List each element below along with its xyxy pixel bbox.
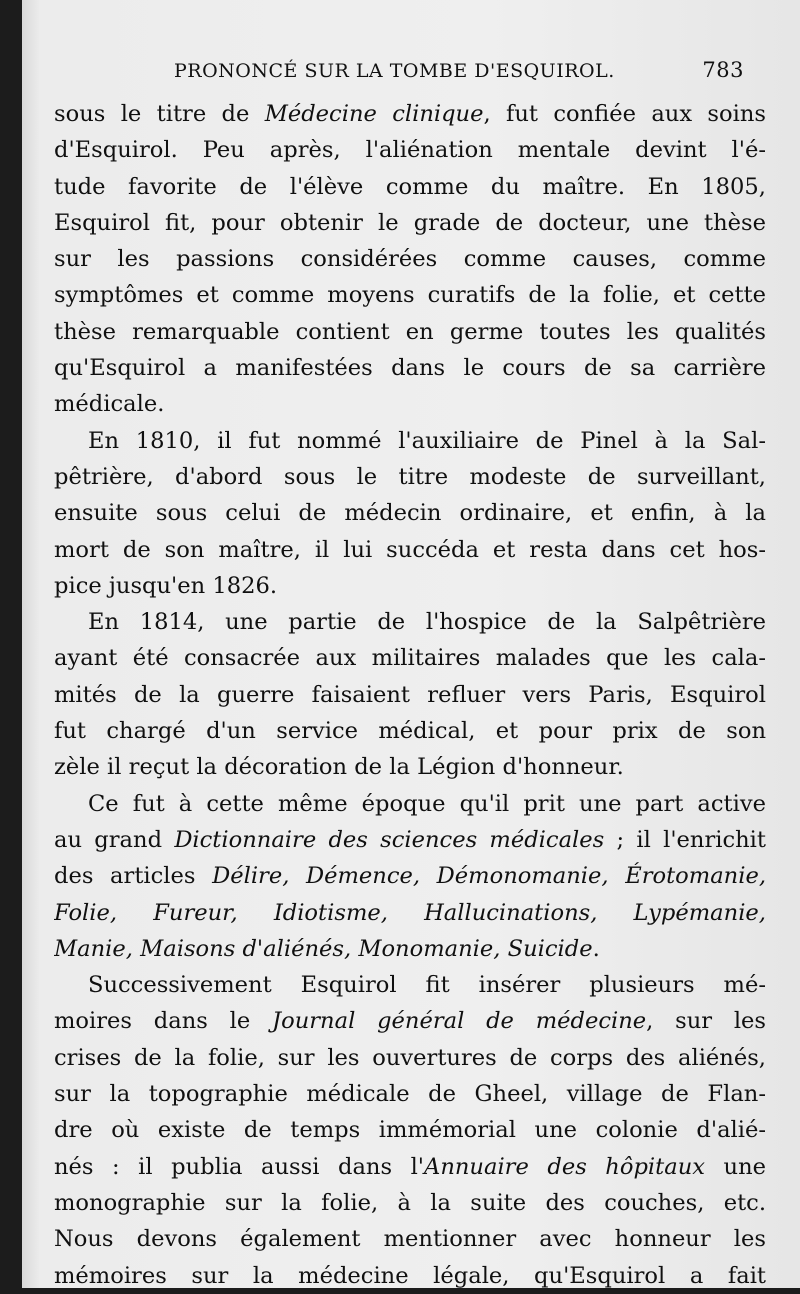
- text-run: sur la topographie médicale de Gheel, village de Flan-: [54, 1081, 766, 1108]
- text-line: [54, 96, 766, 132]
- text-line: [54, 350, 766, 386]
- running-title: PRONONCÉ SUR LA TOMBE D'ESQUIROL.: [174, 60, 615, 82]
- text-line: [54, 532, 766, 568]
- text-run: symptômes et comme moyens curatifs de la folie, et cette: [54, 282, 766, 309]
- text-line: [54, 1221, 766, 1257]
- text-run: monographie sur la folie, à la suite des couches, etc.: [54, 1189, 766, 1216]
- text-line: [54, 568, 766, 604]
- italic-title: Médecine clinique: [264, 101, 484, 127]
- text-line: [54, 423, 766, 459]
- italic-title: Folie, Fureur, Idiotisme, Hallucinations, Lypémanie,: [54, 899, 766, 926]
- text-run: une: [705, 1153, 766, 1180]
- text-run: sous le titre de: [54, 101, 265, 127]
- text-line: [54, 1258, 766, 1294]
- text-run: d'Esquirol. Peu après, l'aliénation mentale devint l'é-: [54, 137, 766, 164]
- text-run: ; il l'enrichit: [604, 826, 766, 853]
- text-line: [54, 786, 766, 822]
- text-run: moires dans le: [54, 1008, 273, 1035]
- text-line: [54, 241, 766, 277]
- body-text: [54, 96, 766, 1294]
- text-line: [54, 677, 766, 713]
- text-line: [54, 749, 766, 785]
- text-run: , fut confiée aux soins: [483, 101, 766, 127]
- text-run: fut chargé d'un service médical, et pour prix de son: [54, 718, 766, 745]
- text-line: [54, 604, 766, 640]
- text-run: qu'Esquirol a manifestées dans le cours de sa carrière: [54, 355, 766, 382]
- text-run: Esquirol fit, pour obtenir le grade de docteur, une thèse: [54, 209, 766, 236]
- text-line: [54, 205, 766, 241]
- text-line: [54, 314, 766, 350]
- text-run: pice jusqu'en 1826.: [54, 572, 278, 599]
- italic-title: Dictionnaire des sciences médicales: [174, 826, 605, 853]
- text-line: [54, 640, 766, 676]
- text-line: [54, 931, 766, 967]
- text-run: ayant été consacrée aux militaires malades que les cala-: [54, 645, 766, 672]
- text-line: [54, 1040, 766, 1076]
- text-run: sur les passions considérées comme causes, comme: [54, 246, 766, 273]
- book-page: [22, 0, 800, 1288]
- text-run: zèle il reçut la décoration de la Légion d'honneur.: [54, 754, 624, 781]
- text-run: tude favorite de l'élève comme du maître. En 1805,: [54, 173, 766, 200]
- text-line: [54, 495, 766, 531]
- running-header: [174, 60, 744, 82]
- text-run: au grand: [54, 826, 175, 853]
- text-line: [54, 822, 766, 858]
- italic-title: Manie, Maisons d'aliénés, Monomanie, Suicide: [54, 935, 593, 962]
- text-line: [54, 967, 766, 1003]
- italic-title: Délire, Démence, Démonomanie, Érotomanie,: [212, 863, 766, 890]
- text-run: dre où existe de temps immémorial une colonie d'alié-: [54, 1117, 766, 1144]
- text-run: des articles: [54, 863, 213, 890]
- text-line: [54, 1112, 766, 1148]
- text-line: [54, 713, 766, 749]
- text-run: Successivement Esquirol fit insérer plusieurs mé-: [88, 972, 766, 999]
- text-run: crises de la folie, sur les ouvertures de corps des aliénés,: [54, 1044, 766, 1071]
- text-run: Ce fut à cette même époque qu'il prit une part active: [88, 790, 766, 817]
- italic-title: Annuaire des hôpitaux: [424, 1153, 705, 1180]
- text-line: [54, 386, 766, 422]
- text-run: mités de la guerre faisaient refluer vers Paris, Esquirol: [54, 681, 766, 708]
- text-line: [54, 132, 766, 168]
- text-run: pêtrière, d'abord sous le titre modeste de surveillant,: [54, 463, 766, 490]
- text-run: médicale.: [54, 391, 165, 418]
- text-line: [54, 1076, 766, 1112]
- text-run: mort de son maître, il lui succéda et resta dans cet hos-: [54, 536, 766, 563]
- text-line: [54, 459, 766, 495]
- text-line: [54, 858, 766, 894]
- text-run: mémoires sur la médecine légale, qu'Esquirol a fait: [54, 1262, 766, 1289]
- page-number: 783: [702, 58, 744, 82]
- text-run: En 1810, il fut nommé l'auxiliaire de Pinel à la Sal-: [88, 427, 766, 454]
- text-line: [54, 895, 766, 931]
- italic-title: Journal général de médecine: [272, 1008, 647, 1035]
- text-run: nés : il publia aussi dans l': [54, 1153, 425, 1180]
- text-line: [54, 277, 766, 313]
- text-line: [54, 169, 766, 205]
- text-run: Nous devons également mentionner avec honneur les: [54, 1226, 766, 1253]
- text-run: ensuite sous celui de médecin ordinaire, et enfin, à la: [54, 500, 766, 527]
- text-run: , sur les: [646, 1008, 766, 1035]
- text-run: En 1814, une partie de l'hospice de la Salpêtrière: [88, 609, 766, 636]
- text-line: [54, 1003, 766, 1039]
- text-run: thèse remarquable contient en germe toutes les qualités: [54, 318, 766, 345]
- text-line: [54, 1185, 766, 1221]
- text-line: [54, 1149, 766, 1185]
- text-run: .: [592, 935, 600, 962]
